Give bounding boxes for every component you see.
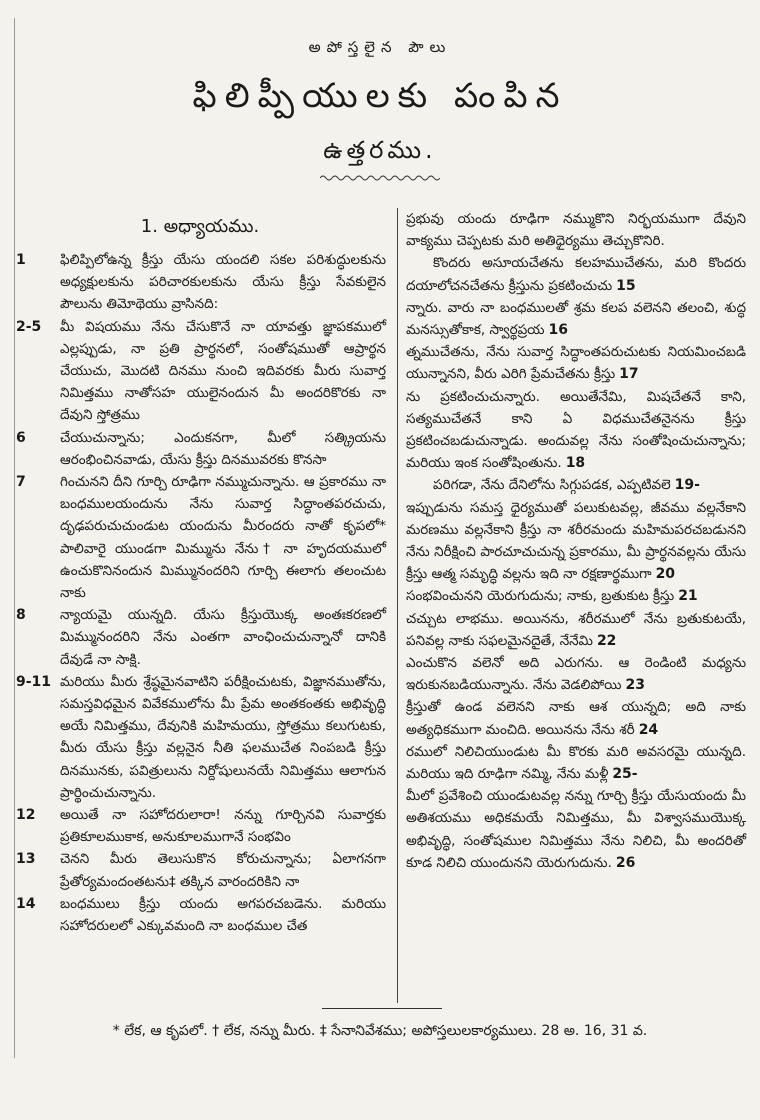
verse-paragraph bbox=[406, 386, 746, 475]
column-divider bbox=[397, 208, 398, 1003]
verse-paragraph bbox=[406, 341, 746, 385]
page-subtitle: ఉత్తరము. bbox=[323, 136, 437, 164]
verse-number: 17 bbox=[619, 366, 639, 383]
verse-number: 8 bbox=[16, 607, 26, 624]
page-title: ఫిలిప్పీయులకు పంపిన bbox=[192, 76, 568, 116]
verse-text: మీ విషయము నేను చేసుకొనే నా యావత్తు జ్ఞాపకములో ఎల్లప్పుడు, నా ప్రతి ప్రార్థనలో, సంతోషముతో ఆప్రార్థన చేయుచు, మొదటి దినము నుంచి ఇదివరకు మీరు సువార్త నిమిత్తము నాతోసహ యులైనందున మీ అందరికొరకు నా దేవుని స్తోత్రము bbox=[60, 318, 386, 424]
verse-text: కొందరు అసూయచేతను కలహముచేతను, మరి కొందరు దయాలోచనచేతను క్రీస్తును ప్రకటించుచు bbox=[406, 255, 746, 294]
verse-text: ఇప్పుడును సమస్త ధైర్యముతో పలుకుటవల్ల, జీవము వల్లనేకాని మరణము వల్లనేకాని క్రీస్తు నా శరీరమందు మహిమపరచబడునని నేను నిరీక్షించి పారచూచుచున్న ప్రకారము, మీ ప్రార్థనవల్లను యేసు క్రీస్తు ఆత్మ సమృద్ధి వల్లను ఇది నా రక్షణార్థముగా bbox=[406, 499, 746, 583]
verse-paragraph bbox=[406, 696, 746, 740]
verse-text: న్నారు. వారు నా బంధములతో శ్రమ కలప వలెనని తలంచి, శుద్ధ మనస్సుతోకాక, స్వార్థప్రయ bbox=[406, 299, 746, 339]
verse-paragraph bbox=[406, 474, 746, 496]
verse-text: పరిగడా, నేను దేనిలోను సిగ్గుపడక, ఎప్పటివలె bbox=[433, 477, 671, 494]
page bbox=[14, 18, 746, 1110]
verse-text: రములో నిలిచియుండుట మీ కొరకు మరి అవసరమై యున్నది. మరియు ఇది రూఢిగా నమ్మి, నేను మళ్లీ bbox=[406, 743, 746, 783]
verse-number: 6 bbox=[16, 429, 26, 446]
verse-text: త్నముచేతను, నేను సువార్త సిద్ధాంతపరుచుటకు నియమించబడి యున్నానని, వీరు ఎరిగి ప్రేమచేతను క్రీస్తు bbox=[406, 344, 746, 383]
verse-text: ఎంచుకొన వలెనో అది ఎరుగను. ఆ రెండింటి మధ్యను ఇరుకునబడియున్నాను. నేను వెడలిపోయి bbox=[406, 655, 746, 694]
verse-number: 18 bbox=[565, 455, 586, 472]
verse-number: 2-5 bbox=[16, 318, 42, 335]
verse-text: న్యాయమై యున్నది. యేసు క్రీస్తుయొక్క అంతఃకరణలో మిమ్మునందరిని నేను ఎంతగా వాంఛించుచున్నానో దానికి దేవుడే నా సాక్షి. bbox=[60, 607, 386, 668]
verse-number: 13 bbox=[16, 851, 36, 868]
verse-number: 16 bbox=[548, 322, 569, 339]
verse-text: చేయుచున్నాను; ఎందుకనగా, మీలో సత్క్రియను ఆరంభించినవాడు, యేసు క్రీస్తు దినమువరకు కొనసా bbox=[60, 429, 386, 468]
verse-text: ఫిలిప్పిలోఉన్న క్రీస్తు యేసు యందలి సకల పరిశుద్ధులకును అధ్యక్షులకును పరిచారకులకును యేసు క్రీస్తు సేవకులైన పౌలును తిమోథెయు వ్రాసినది: bbox=[60, 252, 386, 313]
verse-number: 22 bbox=[596, 632, 617, 649]
footnote-rule bbox=[322, 1008, 442, 1009]
verse-number: 20 bbox=[655, 566, 676, 583]
verse-paragraph bbox=[406, 608, 746, 652]
verse-paragraph bbox=[14, 893, 386, 937]
verse-paragraph bbox=[406, 585, 746, 607]
verse-number: 26 bbox=[615, 854, 636, 871]
verse-text: అయితే నా సహోదరులారా! నన్ను గూర్చినవి సువార్తకు ప్రతికూలముకాక, అనుకూలముగానే సంభవిం bbox=[60, 807, 386, 846]
verse-number: 14 bbox=[16, 895, 36, 912]
verse-paragraph bbox=[14, 427, 386, 471]
verse-paragraph bbox=[14, 604, 386, 671]
verse-number: 7 bbox=[16, 474, 26, 491]
left-column bbox=[14, 208, 386, 937]
verse-paragraph bbox=[406, 741, 746, 785]
verse-paragraph bbox=[406, 252, 746, 296]
verse-text: సంభవించునని యెరుగుదును; నాకు, బ్రతుకుట క్రీస్తు bbox=[406, 588, 675, 605]
verse-paragraph bbox=[406, 652, 746, 696]
verse-number: 12 bbox=[16, 807, 36, 824]
verse-paragraph bbox=[14, 316, 386, 427]
verse-paragraph bbox=[406, 785, 746, 874]
verse-number: 23 bbox=[625, 677, 646, 694]
verse-text: చెనని మీరు తెలుసుకొన కోరుచున్నాను; ఏలాగనగా ప్రేతోర్యమందంతటను‡ తక్కిన వారందరికిని నా bbox=[60, 851, 386, 890]
verse-text: గించునని దీని గూర్చి రూఢిగా నమ్ముచున్నాను. ఆ ప్రకారము నా బంధములయందును నేను సువార్త సిద్ధాంతపరచుచు, దృఢపరుచుచుండుట యందును మీరందరు నాతో కృపలో* పాలివారై యుండగా మిమ్మును నేను† నా హృదయములో ఉంచుకొనినందున మిమ్మునందరిని గూర్చి ఈలాగు తలంచుట నాకు bbox=[60, 474, 386, 602]
verse-paragraph bbox=[14, 848, 386, 892]
verse-paragraph bbox=[14, 249, 386, 316]
verse-text: క్రీస్తుతో ఉండ వలెనని నాకు ఆశ యున్నది; అది నాకు అత్యధికముగా మంచిది. అయినను నేను శరీ bbox=[406, 699, 746, 738]
chapter-heading: 1. అధ్యాయము. bbox=[140, 216, 260, 237]
verse-paragraph bbox=[14, 804, 386, 848]
verse-paragraph bbox=[406, 497, 746, 586]
verse-paragraph bbox=[14, 471, 386, 604]
verse-paragraph bbox=[406, 297, 746, 341]
verse-text: మరియు మీరు శ్రేష్ఠమైనవాటిని పరీక్షించుటకు, విజ్ఞానముతోను, సమస్తవిధమైన వివేకములోను మీ ప్రేమ అంతకంతకు అభివృద్ధి అయే నిమిత్తము, దేవునికి మహిమయు, స్తోత్రము కలుగుటకు, మీరు యేసు క్రీస్తు వల్లనైన నీతి ఫలముచేత నింపబడి క్రీస్తు దినమునకు, పవిత్రులును నిర్దోషులునయే నిమిత్తము ఆలాగున ప్రార్థించుచున్నాను. bbox=[60, 673, 386, 801]
verse-text: ను ప్రకటించుచున్నారు. అయితేనేమి, మిషచేతనే కాని, సత్యముచేతనే కాని ఏ విధముచేతనైనను క్రీస్తు ప్రకటించబడుచున్నాడు. అందువల్ల నేను సంతోషించుచున్నాను; మరియు ఇంక సంతోషింతును. bbox=[406, 388, 746, 472]
verse-text: బంధములు క్రీస్తు యందు అగపరచబడెను. మరియు సహోదరులలో ఎక్కువమంది నా బంధముల చేత bbox=[60, 895, 386, 935]
verse-number: 19- bbox=[674, 477, 700, 494]
verse-text: చచ్చుట లాభము. అయినను, శరీరములో నేను బ్రతుకుటయే, పనివల్ల నాకు సఫలమైనదైతే, నేనేమి bbox=[406, 610, 746, 649]
verse-paragraph bbox=[14, 671, 386, 804]
verse-text: ప్రభువు యందు రూఢిగా నమ్ముకొని నిర్భయముగా దేవుని వాక్యము చెప్పటకు మరి అతిధైర్యము తెచ్చుకొనిరి. bbox=[406, 211, 746, 250]
verse-number: 24 bbox=[638, 721, 659, 738]
footnote: * లేక, ఆ కృపలో. † లేక, నన్ను మీరు. ‡ సేనానివేశము; అపోస్తలులకార్యములు. 28 అ. 16, 31 వ. bbox=[112, 1023, 648, 1039]
header-author: అపోస్తలైన పౌలు bbox=[308, 38, 452, 56]
verse-number: 25- bbox=[612, 766, 638, 783]
verse-number: 15 bbox=[616, 277, 636, 294]
verse-text: మీలో ప్రవేశించి యుండుటవల్ల నన్ను గూర్చి క్రీస్తు యేసుయందు మీ అతిశయము అధికమయే నిమిత్తము, మీ విశ్వాసముయొక్క అభివృద్ధి, సంతోషముల నిమిత్తము నేను నిలిచి, మీ అందరితో కూడ నిలిచి యుందునని యెరుగుదును. bbox=[406, 788, 746, 871]
right-column bbox=[406, 208, 746, 874]
verse-paragraph bbox=[406, 208, 746, 252]
verse-number: 21 bbox=[678, 588, 698, 605]
verse-number: 1 bbox=[16, 252, 26, 268]
ornament-rule bbox=[320, 174, 440, 182]
verse-number: 9-11 bbox=[16, 673, 52, 690]
